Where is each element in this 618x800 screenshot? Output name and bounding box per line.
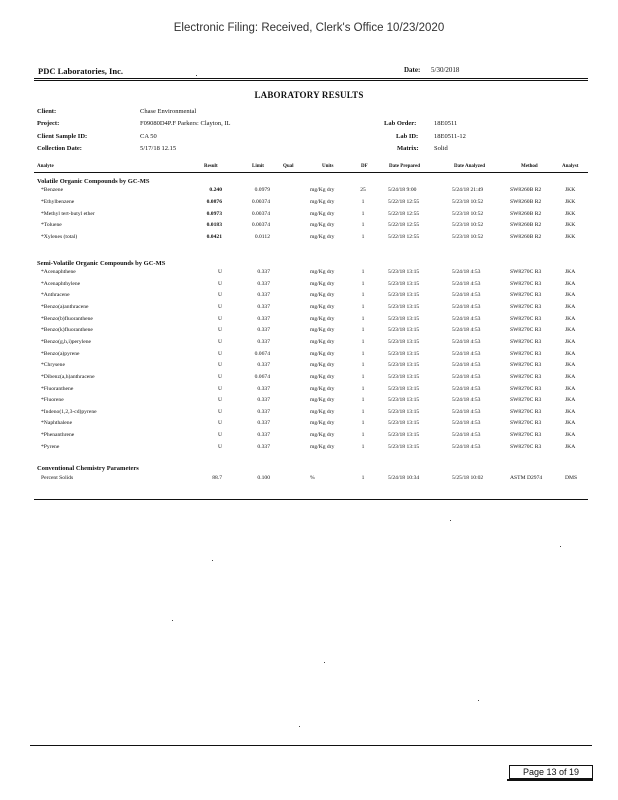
cell-units: mg/Kg dry — [310, 234, 335, 241]
cell-name: Percent Solids — [41, 475, 74, 481]
cell-units: mg/Kg dry — [310, 187, 335, 193]
cell-result: 0.0421 — [206, 234, 222, 241]
cell-result: U — [217, 292, 222, 299]
cell-name: *Benzene — [41, 187, 64, 193]
footer-rule — [30, 745, 592, 746]
cell-method: SW8270C R3 — [510, 315, 542, 322]
cell-result: 88.7 — [212, 475, 222, 481]
cell-result: U — [217, 338, 222, 345]
cell-df: 1 — [361, 475, 365, 481]
project-value: F09080D4P.F Parkers: Clayton, IL — [140, 120, 231, 127]
cell-units: mg/Kg dry — [310, 443, 335, 450]
cell-limit: 0.337 — [257, 315, 270, 322]
table-row — [0, 444, 618, 455]
cell-limit: 0.0674 — [254, 373, 270, 380]
cell-units: mg/Kg dry — [310, 362, 335, 369]
cell-method: SW8270C R3 — [510, 292, 542, 299]
cell-prepared: 5/23/18 13:15 — [388, 292, 420, 299]
cell-method: SW8270C R3 — [510, 385, 542, 392]
cell-limit: 0.0112 — [254, 234, 270, 241]
cell-method: SW8270C R3 — [510, 338, 542, 345]
cell-analyst: JKA — [565, 292, 576, 299]
cell-method: SW8270C R3 — [510, 327, 542, 334]
cell-method: SW8270C R3 — [510, 432, 542, 439]
cell-df: 1 — [361, 234, 365, 241]
cell-limit: 0.337 — [257, 327, 270, 334]
sample-id-label: Client Sample ID: — [37, 133, 88, 140]
table-row — [0, 222, 618, 233]
sample-id-value: CA 50 — [140, 133, 157, 140]
cell-prepared: 5/23/18 13:15 — [388, 373, 420, 380]
col-method: Method — [521, 164, 538, 169]
table-row — [0, 187, 618, 198]
cell-name: *Acenaphthene — [41, 269, 76, 275]
cell-name: *Fluorene — [41, 397, 64, 404]
cell-name: *Fluoranthene — [41, 385, 74, 392]
cell-method: SW8270C R3 — [510, 397, 542, 404]
cell-analyzed: 5/24/18 4:53 — [452, 269, 481, 275]
project-label: Project: — [37, 120, 60, 127]
cell-result: U — [217, 269, 222, 275]
cell-units: mg/Kg dry — [310, 408, 335, 415]
cell-analyst: JKA — [565, 303, 576, 310]
cell-units: mg/Kg dry — [310, 350, 335, 357]
cell-method: SW8260B R2 — [510, 222, 542, 229]
cell-analyst: JKA — [565, 420, 576, 427]
cell-limit: 0.0674 — [254, 350, 270, 357]
col-analyte: Analyte — [37, 164, 54, 169]
lab-id-value: 18E0511-12 — [434, 133, 466, 140]
cell-analyst: JKA — [565, 327, 576, 334]
cell-result: U — [217, 362, 222, 369]
cell-limit: 0.100 — [257, 475, 270, 481]
cell-prepared: 5/24/18 9:00 — [388, 187, 417, 193]
cell-limit: 0.337 — [257, 385, 270, 392]
cell-analyst: JKA — [565, 338, 576, 345]
cell-prepared: 5/23/18 13:15 — [388, 327, 420, 334]
cell-method: SW8270C R3 — [510, 303, 542, 310]
cell-prepared: 5/23/18 13:15 — [388, 408, 420, 415]
cell-df: 1 — [361, 210, 365, 217]
cell-prepared: 5/23/18 13:15 — [388, 280, 420, 287]
collection-date-value: 5/17/18 12.15 — [140, 145, 177, 152]
cell-analyzed: 5/24/18 4:53 — [452, 385, 481, 392]
col-units: Units — [322, 164, 334, 169]
cell-prepared: 5/22/18 12:55 — [388, 222, 420, 229]
col-qual: Qual — [283, 164, 294, 169]
cell-result: 0.0876 — [206, 198, 222, 205]
company-name: PDC Laboratories, Inc. — [38, 66, 123, 76]
cell-analyzed: 5/23/18 10:52 — [452, 222, 484, 229]
col-df: DF — [361, 164, 368, 169]
cell-prepared: 5/24/18 10:34 — [388, 475, 420, 481]
lab-order-value: 18E0511 — [434, 120, 458, 127]
cell-limit: 0.337 — [257, 397, 270, 404]
cell-method: SW8270C R3 — [510, 443, 542, 450]
cell-analyzed: 5/24/18 4:53 — [452, 362, 481, 369]
cell-analyst: JKA — [565, 397, 576, 404]
cell-analyst: JKK — [565, 222, 576, 229]
cell-analyzed: 5/25/18 10:02 — [452, 475, 484, 481]
cell-analyst: JKA — [565, 362, 576, 369]
cell-analyzed: 5/24/18 4:53 — [452, 408, 481, 415]
cell-prepared: 5/23/18 13:15 — [388, 350, 420, 357]
cell-analyzed: 5/24/18 4:53 — [452, 350, 481, 357]
cell-result: 0.0183 — [206, 222, 222, 229]
table-row — [0, 397, 618, 408]
lab-order-label: Lab Order: — [384, 120, 417, 127]
cell-name: *Chrysene — [41, 362, 65, 369]
col-date-prepared: Date Prepared — [389, 164, 421, 169]
cell-name: *Acenaphthylene — [41, 280, 81, 287]
cell-analyst: DMS — [565, 475, 578, 481]
cell-name: *Toluene — [41, 222, 62, 229]
table-row — [0, 304, 618, 315]
cell-prepared: 5/22/18 12:55 — [388, 234, 420, 241]
cell-name: *Benzo(a)anthracene — [41, 303, 89, 310]
cell-analyzed: 5/24/18 4:53 — [452, 432, 481, 439]
header-rule-2 — [34, 80, 588, 81]
table-row — [0, 339, 618, 350]
section-title: Volatile Organic Compounds by GC-MS — [37, 178, 150, 185]
cell-method: SW8270C R3 — [510, 373, 542, 380]
matrix-label: Matrix: — [397, 145, 419, 152]
cell-result: U — [217, 408, 222, 415]
col-result: Result — [204, 164, 218, 169]
cell-limit: 0.337 — [257, 443, 270, 450]
cell-method: SW8260B R2 — [510, 210, 542, 217]
cell-name: *Indeno(1,2,3-cd)pyrene — [41, 408, 97, 415]
cell-prepared: 5/23/18 13:15 — [388, 362, 420, 369]
cell-df: 1 — [361, 397, 365, 404]
cell-limit: 0.0979 — [254, 187, 270, 193]
cell-analyst: JKA — [565, 280, 576, 287]
cell-analyzed: 5/24/18 4:53 — [452, 327, 481, 334]
cell-method: SW8260B R2 — [510, 234, 542, 241]
cell-name: *Ethylbenzene — [41, 198, 75, 205]
cell-df: 1 — [361, 280, 365, 287]
table-row — [0, 327, 618, 338]
cell-name: *Methyl tert-butyl ether — [41, 210, 95, 217]
cell-analyst: JKA — [565, 408, 576, 415]
cell-method: SW8270C R3 — [510, 280, 542, 287]
cell-result: U — [217, 432, 222, 439]
cell-units: mg/Kg dry — [310, 280, 335, 287]
client-value: Chase Environmental — [140, 108, 197, 115]
cell-df: 1 — [361, 292, 365, 299]
cell-units: mg/Kg dry — [310, 420, 335, 427]
cell-method: SW8260B R2 — [510, 187, 542, 193]
cell-analyst: JKA — [565, 350, 576, 357]
cell-method: SW8270C R3 — [510, 269, 542, 275]
cell-limit: 0.337 — [257, 292, 270, 299]
table-row — [0, 211, 618, 222]
cell-result: 0.0973 — [206, 210, 222, 217]
cell-analyzed: 5/24/18 4:53 — [452, 292, 481, 299]
cell-analyst: JKA — [565, 385, 576, 392]
cell-name: *Benzo(k)fluoranthene — [41, 327, 93, 334]
cell-limit: 0.337 — [257, 420, 270, 427]
cell-result: U — [217, 327, 222, 334]
cell-units: mg/Kg dry — [310, 269, 335, 275]
cell-df: 1 — [361, 408, 365, 415]
cell-analyzed: 5/24/18 4:53 — [452, 280, 481, 287]
lab-id-label: Lab ID: — [396, 133, 419, 140]
cell-name: *Phenanthrene — [41, 432, 75, 439]
cell-df: 1 — [361, 269, 365, 275]
cell-df: 1 — [361, 222, 365, 229]
cell-limit: 0.00374 — [251, 210, 270, 217]
cell-analyzed: 5/23/18 10:52 — [452, 234, 484, 241]
cell-analyzed: 5/24/18 4:53 — [452, 397, 481, 404]
cell-prepared: 5/23/18 13:15 — [388, 269, 420, 275]
cell-name: *Benzo(a)pyrene — [41, 350, 80, 357]
cell-units: mg/Kg dry — [310, 338, 335, 345]
cell-limit: 0.337 — [257, 338, 270, 345]
cell-prepared: 5/23/18 13:15 — [388, 432, 420, 439]
cell-prepared: 5/22/18 12:55 — [388, 210, 420, 217]
cell-method: SW8270C R3 — [510, 408, 542, 415]
cell-result: U — [217, 280, 222, 287]
cell-units: mg/Kg dry — [310, 432, 335, 439]
cell-analyst: JKA — [565, 432, 576, 439]
cell-name: *Anthracene — [41, 292, 70, 299]
cell-units: mg/Kg dry — [310, 327, 335, 334]
cell-analyzed: 5/24/18 21:49 — [452, 187, 484, 193]
cell-name: *Benzo(b)fluoranthene — [41, 315, 93, 322]
cell-result: U — [217, 443, 222, 450]
cell-analyst: JKA — [565, 373, 576, 380]
cell-df: 1 — [361, 443, 365, 450]
cell-method: ASTM D2974 — [510, 475, 543, 481]
cell-limit: 0.337 — [257, 269, 270, 275]
cell-units: mg/Kg dry — [310, 210, 335, 217]
table-row — [0, 316, 618, 327]
cell-df: 1 — [361, 385, 365, 392]
table-row — [0, 292, 618, 303]
cell-prepared: 5/23/18 13:15 — [388, 303, 420, 310]
cell-units: mg/Kg dry — [310, 292, 335, 299]
cell-prepared: 5/22/18 12:55 — [388, 198, 420, 205]
cell-prepared: 5/23/18 13:15 — [388, 315, 420, 322]
cell-analyzed: 5/23/18 10:52 — [452, 210, 484, 217]
cell-analyst: JKK — [565, 187, 576, 193]
cell-df: 1 — [361, 420, 365, 427]
cell-result: U — [217, 350, 222, 357]
matrix-value: Solid — [434, 145, 448, 152]
cell-prepared: 5/23/18 13:15 — [388, 397, 420, 404]
cell-df: 1 — [361, 350, 365, 357]
table-row — [0, 374, 618, 385]
cell-analyzed: 5/24/18 4:53 — [452, 338, 481, 345]
cell-result: U — [217, 303, 222, 310]
table-row — [0, 234, 618, 245]
cell-analyzed: 5/24/18 4:53 — [452, 373, 481, 380]
table-row — [0, 199, 618, 210]
cell-units: mg/Kg dry — [310, 303, 335, 310]
cell-df: 1 — [361, 303, 365, 310]
cell-analyzed: 5/24/18 4:53 — [452, 303, 481, 310]
filing-stamp: Electronic Filing: Received, Clerk's Office 10/23/2020 — [173, 22, 445, 34]
cell-name: *Benzo(g,h,i)perylene — [41, 338, 92, 345]
table-row — [0, 475, 618, 486]
cell-df: 25 — [360, 187, 366, 193]
cell-name: *Naphthalene — [41, 420, 73, 427]
table-row — [0, 269, 618, 280]
cell-result: U — [217, 385, 222, 392]
table-row — [0, 409, 618, 420]
col-date-analyzed: Date Analyzed — [454, 164, 485, 169]
cell-analyst: JKK — [565, 210, 576, 217]
cell-df: 1 — [361, 373, 365, 380]
cell-limit: 0.337 — [257, 408, 270, 415]
cell-analyzed: 5/24/18 4:53 — [452, 315, 481, 322]
header-rule — [34, 78, 588, 79]
cell-units: mg/Kg dry — [310, 397, 335, 404]
table-end-rule — [34, 499, 588, 500]
col-analyst: Analyst — [562, 164, 579, 169]
client-label: Client: — [37, 108, 57, 115]
cell-analyst: JKA — [565, 269, 576, 275]
cell-units: mg/Kg dry — [310, 385, 335, 392]
cell-analyst: JKK — [565, 198, 576, 205]
cell-analyst: JKK — [565, 234, 576, 241]
cell-result: U — [217, 373, 222, 380]
cell-units: % — [310, 475, 315, 481]
cell-df: 1 — [361, 362, 365, 369]
cell-units: mg/Kg dry — [310, 373, 335, 380]
col-limit: Limit — [252, 164, 264, 169]
cell-method: SW8260B R2 — [510, 198, 542, 205]
cell-limit: 0.337 — [257, 362, 270, 369]
table-row — [0, 362, 618, 373]
cell-result: 0.240 — [209, 187, 222, 193]
page-number: Page 13 of 19 — [509, 765, 593, 779]
cell-analyzed: 5/24/18 4:53 — [452, 443, 481, 450]
cell-prepared: 5/23/18 13:15 — [388, 385, 420, 392]
table-row — [0, 432, 618, 443]
table-row — [0, 351, 618, 362]
cell-df: 1 — [361, 327, 365, 334]
table-row — [0, 281, 618, 292]
section-title: Semi-Volatile Organic Compounds by GC-MS — [37, 260, 166, 267]
cell-df: 1 — [361, 432, 365, 439]
cell-result: U — [217, 315, 222, 322]
cell-method: SW8270C R3 — [510, 362, 542, 369]
cell-prepared: 5/23/18 13:15 — [388, 420, 420, 427]
cell-limit: 0.337 — [257, 303, 270, 310]
cell-method: SW8270C R3 — [510, 420, 542, 427]
cell-analyst: JKA — [565, 315, 576, 322]
cell-units: mg/Kg dry — [310, 315, 335, 322]
cell-name: *Pyrene — [41, 443, 60, 450]
table-row — [0, 386, 618, 397]
cell-limit: 0.00374 — [251, 222, 270, 229]
date-value: 5/30/2018 — [431, 66, 460, 74]
cell-prepared: 5/23/18 13:15 — [388, 443, 420, 450]
section-title: Conventional Chemistry Parameters — [37, 465, 139, 472]
page-title: LABORATORY RESULTS — [254, 90, 364, 100]
cell-name: *Dibenz(a,h)anthracene — [41, 373, 95, 380]
cell-limit: 0.337 — [257, 280, 270, 287]
cell-df: 1 — [361, 198, 365, 205]
cell-limit: 0.337 — [257, 432, 270, 439]
date-label: Date: — [404, 66, 421, 74]
cell-df: 1 — [361, 338, 365, 345]
cell-result: U — [217, 397, 222, 404]
cell-method: SW8270C R3 — [510, 350, 542, 357]
cell-prepared: 5/23/18 13:15 — [388, 338, 420, 345]
column-header-rule — [34, 172, 588, 173]
collection-date-label: Collection Date: — [37, 145, 82, 152]
cell-df: 1 — [361, 315, 365, 322]
cell-result: U — [217, 420, 222, 427]
cell-analyst: JKA — [565, 443, 576, 450]
cell-analyzed: 5/24/18 4:53 — [452, 420, 481, 427]
cell-units: mg/Kg dry — [310, 222, 335, 229]
table-row — [0, 420, 618, 431]
cell-limit: 0.00374 — [251, 198, 270, 205]
cell-name: *Xylenes (total) — [41, 234, 78, 241]
cell-analyzed: 5/23/18 10:52 — [452, 198, 484, 205]
cell-units: mg/Kg dry — [310, 198, 335, 205]
